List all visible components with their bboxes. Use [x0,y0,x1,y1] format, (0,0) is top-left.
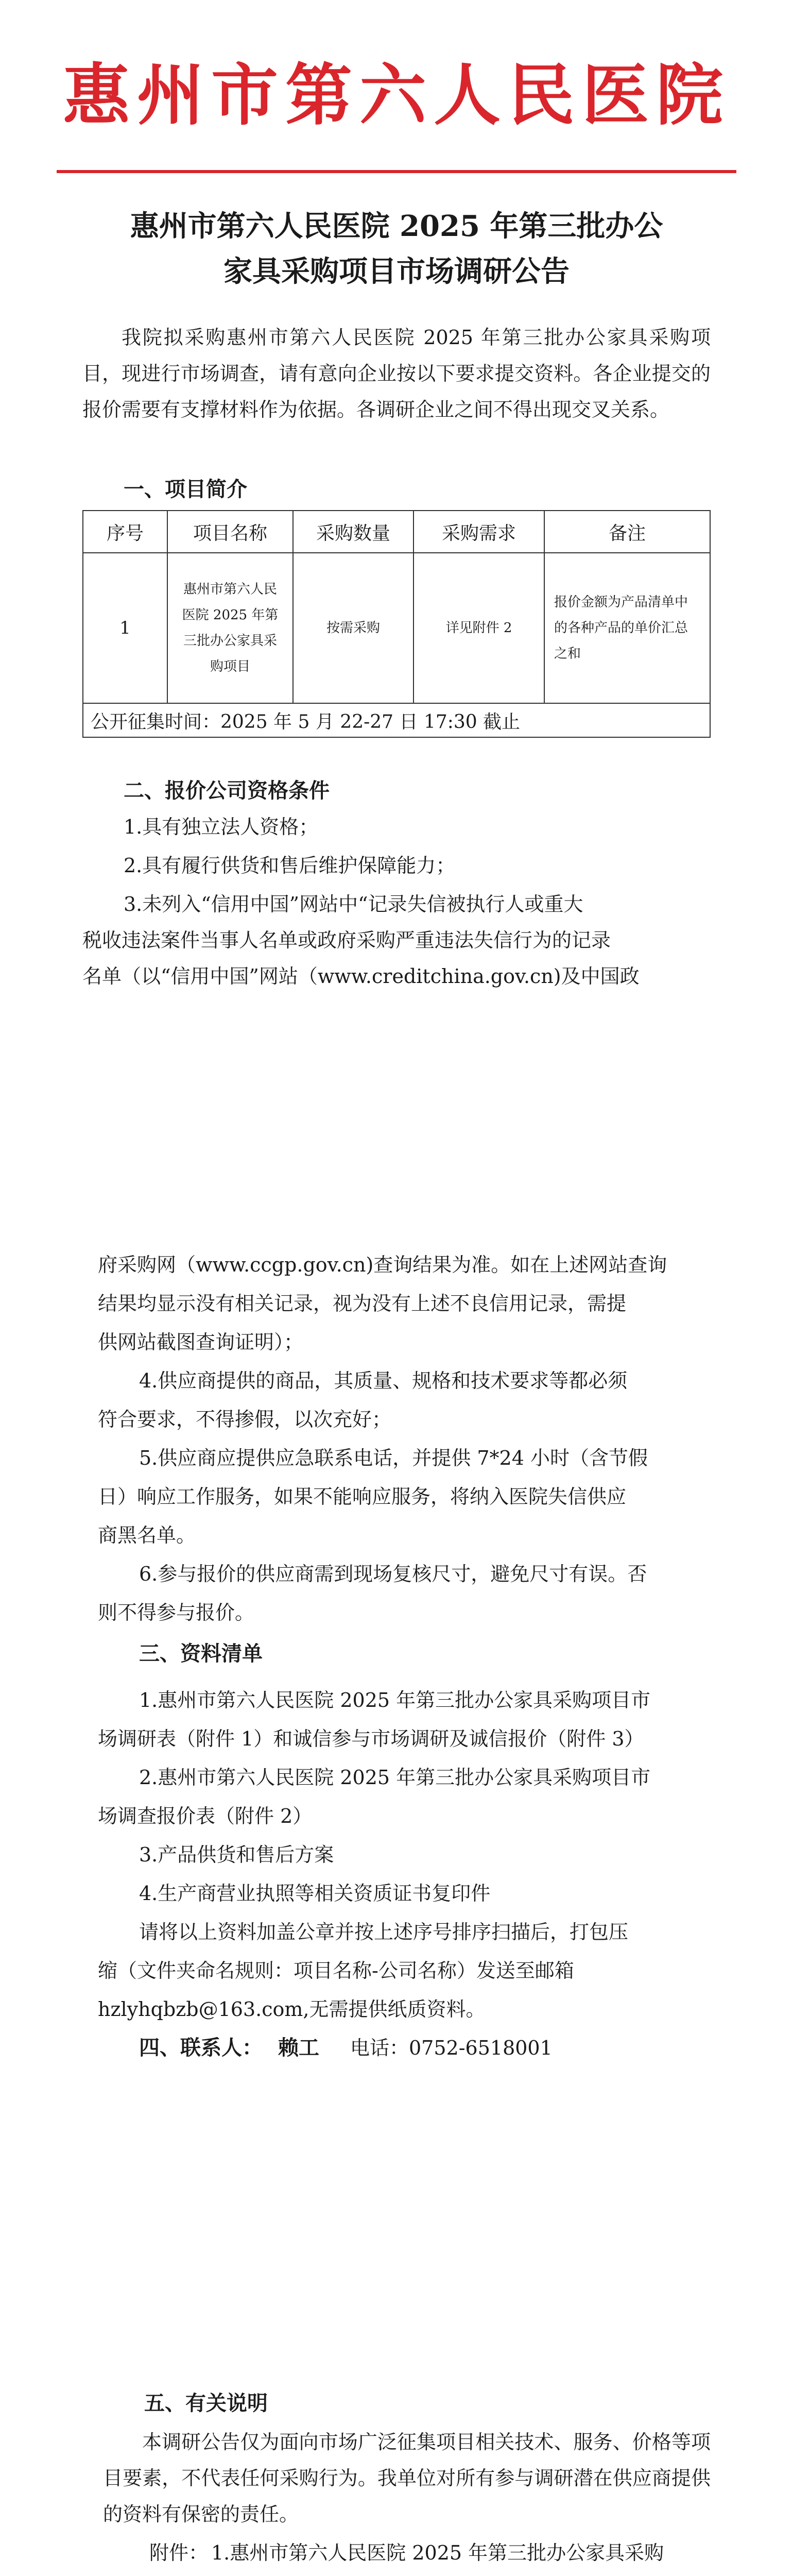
qualification-item-3-line-5: 结果均显示没有相关记录，视为没有上述不良信用记录，需提 [98,1292,627,1315]
document-item-4: 4.生产商营业执照等相关资质证书复印件 [139,1882,491,1905]
collection-period: 公开征集时间：2025 年 5 月 22-27 日 17:30 截止 [83,703,710,737]
qualification-item-2: 2.具有履行供货和售后维护保障能力； [124,854,456,877]
qualification-item-1: 1.具有独立法人资格； [124,816,319,838]
row-project-name: 惠州市第六人民医院 2025 年第三批办公家具采购项目 [167,553,293,703]
qualification-item-3-line-2: 税收违法案件当事人名单或政府采购严重违法失信行为的记录 [82,929,611,952]
qualification-item-6-line-1: 6.参与报价的供应商需到现场复核尺寸，避免尺寸有误。否 [139,1563,647,1585]
section-3-heading: 三、资料清单 [139,1641,263,1666]
project-table-header-row [83,511,710,553]
submission-line-3: hzlyhqbzb@163.com,无需提供纸质资料。 [98,1998,486,2021]
notes-paragraph: 本调研公告仅为面向市场广泛征集项目相关技术、服务、价格等项目要素，不代表任何采购行为。我单位对所有参与调研潜在供应商提供的资料有保密的责任。 [103,2431,711,2526]
document-item-3: 3.产品供货和售后方案 [139,1843,334,1866]
section-1-heading: 一、项目简介 [124,477,247,501]
attachment-1-line-1: 1.惠州市第六人民医院 2025 年第三批办公家具采购 [211,2541,664,2564]
section-2-heading: 二、报价公司资格条件 [124,778,330,803]
row-index: 1 [83,553,167,703]
attachments-label: 附件： [149,2541,209,2564]
qualification-item-3-line-3: 名单（以“信用中国”网站（www.creditchina.gov.cn)及中国政 [82,965,640,988]
table-row [83,553,710,703]
submission-line-2: 缩（文件夹命名规则：项目名称-公司名称）发送至邮箱 [98,1959,574,1982]
row-quantity: 按需采购 [293,553,413,703]
column-header-quantity: 采购数量 [293,511,413,553]
column-header-requirement: 采购需求 [413,511,544,553]
header-divider [57,170,736,173]
qualification-item-6-line-2: 则不得参与报价。 [98,1601,255,1624]
section-5-heading: 五、有关说明 [144,2391,268,2415]
column-header-index: 序号 [83,511,167,553]
row-note: 报价金额为产品清单中的各种产品的单价汇总之和 [544,553,710,703]
attachment-1-line-2 [211,2573,348,2576]
row-requirement: 详见附件 2 [413,553,544,703]
qualification-item-3-line-1: 3.未列入“信用中国”网站中“记录失信被执行人或重大 [124,893,583,916]
qualification-item-3-line-6: 供网站截图查询证明）； [98,1331,304,1353]
qualification-item-5-line-3: 商黑名单。 [98,1524,196,1547]
submission-line-1: 请将以上资料加盖公章并按上述序号排序扫描后，打包压 [139,1921,629,1943]
org-name-heading: 惠州市第六人民医院 [62,56,730,134]
document-item-1-line-2: 场调研表（附件 1）和诚信参与市场调研及诚信报价（附件 3） [98,1727,644,1750]
qualification-item-5-line-1: 5.供应商应提供应急联系电话，并提供 7*24 小时（含节假 [139,1447,648,1469]
section-4-heading: 四、联系人： [139,2036,263,2060]
qualification-item-4-line-2: 符合要求，不得掺假，以次充好； [98,1408,392,1431]
column-header-name: 项目名称 [167,511,293,553]
intro-paragraph: 我院拟采购惠州市第六人民医院 2025 年第三批办公家具采购项目，现进行市场调查，请有意向企业按以下要求提交资料。各企业提交的报价需要有支撑材料作为依据。各调研企业之间不得出现交叉关系。 [82,326,711,421]
document-item-1-line-1: 1.惠州市第六人民医院 2025 年第三批办公家具采购项目市 [139,1689,651,1711]
document-title-line-1: 惠州市第六人民医院 2025 年第三批办公 [130,209,663,243]
qualification-item-4-line-1: 4.供应商提供的商品，其质量、规格和技术要求等都必须 [139,1369,628,1392]
document-item-2-line-1: 2.惠州市第六人民医院 2025 年第三批办公家具采购项目市 [139,1766,651,1789]
table-footer-row [83,703,710,737]
document-item-2-line-2: 场调查报价表（附件 2） [98,1805,313,1827]
qualification-item-3-line-4: 府采购网（www.ccgp.gov.cn)查询结果为准。如在上述网站查询 [98,1253,667,1276]
document-title-line-2: 家具采购项目市场调研公告 [223,255,570,289]
project-table [82,510,711,738]
qualification-item-5-line-2: 日）响应工作服务，如果不能响应服务，将纳入医院失信供应 [98,1485,627,1508]
column-header-note: 备注 [544,511,710,553]
contact-phone: 电话：0752-6518001 [350,2037,553,2059]
contact-name: 赖工 [278,2036,319,2060]
document-title [124,204,669,294]
